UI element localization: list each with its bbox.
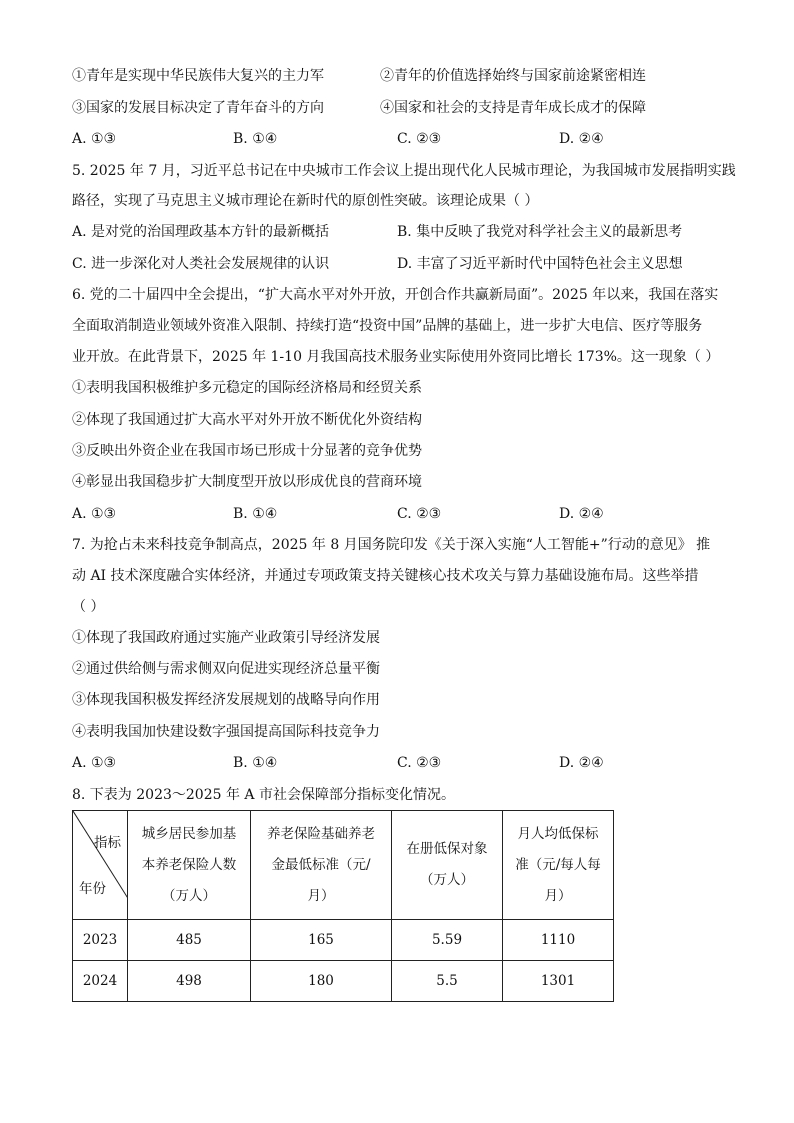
q4-statement-1: ①青年是实现中华民族伟大复兴的主力军 [72,68,324,84]
table-cell: 1110 [503,920,614,961]
q4-option-b: B. ①④ [233,131,278,147]
q7-option-b: B. ①④ [233,755,278,771]
q6-statement-1: ①表明我国积极维护多元稳定的国际经济格局和经贸关系 [72,380,422,396]
q4-statement-3: ③国家的发展目标决定了青年奋斗的方向 [72,100,324,116]
q4-option-d: D. ②④ [559,131,604,147]
table-cell: 485 [128,920,251,961]
table-header-row [73,811,614,920]
q8-stem: 8. 下表为 2023～2025 年 A 市社会保障部分指标变化情况。 [72,787,455,803]
q6-statement-3: ③反映出外资企业在我国市场已形成十分显著的竞争优势 [72,443,422,459]
table-cell: 5.59 [392,920,503,961]
q6-option-a: A. ①③ [72,506,117,522]
header-cell-pension-min [251,811,392,920]
q7-statement-3: ③体现我国积极发挥经济发展规划的战略导向作用 [72,692,380,708]
header-text: （万人） [162,887,216,904]
header-text: 金最低标准（元/ [271,856,371,873]
header-text: 月） [544,887,572,904]
header-text: （万人） [420,872,474,888]
header-cell-recipients [392,811,503,920]
table-corner-cell [73,811,128,920]
q6-stem-line-3: 业开放。在此背景下，2025 年 1-10 月我国高技术服务业实际使用外资同比增长 173%。这一现象（ ） [72,349,720,365]
q5-option-d: D. 丰富了习近平新时代中国特色社会主义思想 [397,256,683,272]
q6-stem-line-1: 6. 党的二十届四中全会提出，“扩大高水平对外开放，开创合作共赢新局面”。2025 年以来，我国在落实 [72,287,719,303]
q7-option-c: C. ②③ [397,755,442,771]
header-cell-min-standard [503,811,614,920]
table-cell: 5.5 [392,961,503,1002]
q5-stem-line-1: 5. 2025 年 7 月，习近平总书记在中央城市工作会议上提出现代化人民城市理论，为我国城市发展指明实践 [72,163,736,179]
q4-statement-4: ④国家和社会的支持是青年成长成才的保障 [380,100,646,116]
header-text: 准（元/每人每 [515,856,601,873]
q5-stem-line-2: 路径，实现了马克思主义城市理论在新时代的原创性突破。该理论成果（ ） [72,193,539,209]
header-text: 本养老保险人数 [141,856,237,873]
q7-statement-2: ②通过供给侧与需求侧双向促进实现经济总量平衡 [72,661,380,677]
q6-statement-2: ②体现了我国通过扩大高水平对外开放不断优化外资结构 [72,412,422,428]
q6-option-c: C. ②③ [397,506,442,522]
table-cell: 180 [251,961,392,1002]
table-cell-year: 2023 [73,920,128,961]
table-row [73,961,614,1002]
q7-statement-4: ④表明我国加快建设数字强国提高国际科技竞争力 [72,724,380,740]
corner-label-indicator: 指标 [94,835,121,851]
header-cell-insured [128,811,251,920]
table-row [73,920,614,961]
q7-stem-line-2: 动 AI 技术深度融合实体经济，并通过专项政策支持关键核心技术攻关与算力基础设施布局。这些举措 [72,568,699,584]
q5-option-c: C. 进一步深化对人类社会发展规律的认识 [72,256,330,272]
table-cell: 1301 [503,961,614,1002]
table-cell: 165 [251,920,392,961]
q6-stem-line-2: 全面取消制造业领域外资准入限制、持续打造“投资中国”品牌的基础上，进一步扩大电信、医疗等服务 [72,318,703,334]
q7-option-a: A. ①③ [72,755,117,771]
q7-statement-1: ①体现了我国政府通过实施产业政策引导经济发展 [72,630,380,646]
q4-option-a: A. ①③ [72,131,117,147]
q4-option-c: C. ②③ [397,131,442,147]
q5-option-a: A. 是对党的治国理政基本方针的最新概括 [72,224,330,240]
header-text: 城乡居民参加基 [141,825,237,842]
q7-option-d: D. ②④ [559,755,604,771]
q6-option-b: B. ①④ [233,506,278,522]
q7-stem-line-1: 7. 为抢占未来科技竞争制高点，2025 年 8 月国务院印发《关于深入实施“人工智能+”行动的意见》 推 [72,537,711,553]
header-text: 月人均低保标 [517,825,599,842]
table-cell: 498 [128,961,251,1002]
header-text: 在册低保对象 [406,841,488,857]
q5-option-b: B. 集中反映了我党对科学社会主义的最新思考 [397,224,683,240]
q6-option-d: D. ②④ [559,506,604,522]
diagonal-line [73,811,128,919]
table-cell-year: 2024 [73,961,128,1002]
corner-label-year: 年份 [79,881,106,897]
q6-statement-4: ④彰显出我国稳步扩大制度型开放以形成优良的营商环境 [72,474,422,490]
header-text: 养老保险基础养老 [267,825,375,842]
header-text: 月） [307,887,335,904]
social-security-table [72,810,614,1002]
q4-statement-2: ②青年的价值选择始终与国家前途紧密相连 [380,68,646,84]
q7-stem-line-3: （ ） [72,599,105,615]
